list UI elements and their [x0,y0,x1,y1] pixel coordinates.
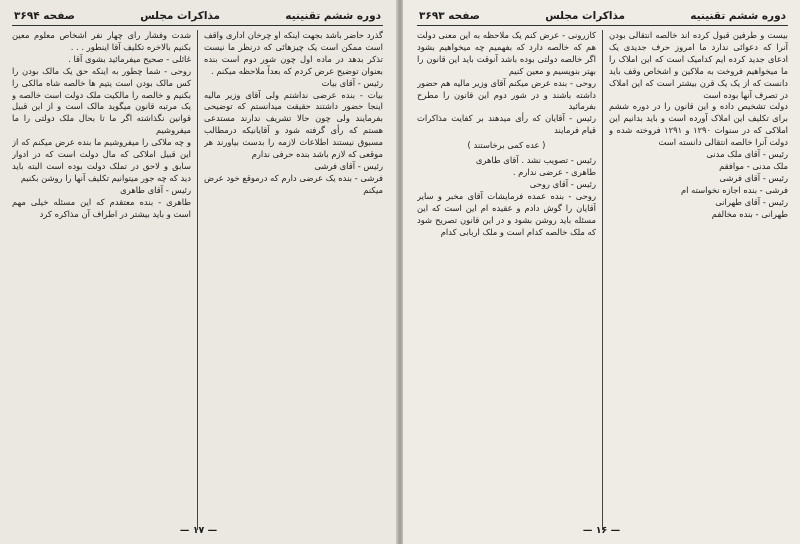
speaker-line: رئیس - آقای فرشی [719,172,788,183]
right-page [403,0,800,544]
left-page-left-column [12,30,191,530]
left-page-right-column [204,30,383,530]
left-page-columns [12,30,383,530]
right-header-volume: دوره ششم تقنینیه [690,10,786,22]
speaker-line: رئیس - آقای ملک مدنی [706,149,788,160]
speaker-line: رئیس - آقای طهرانی [715,196,788,207]
paragraph: شدت وفشار رای چهار نفر اشخاص معلوم معین بکنیم بالاخره تکلیف آقا اینطور . . . [12,30,191,52]
speaker-line: طاهری - عرضی ندارم . [512,166,596,177]
right-page-right-column [609,30,788,530]
speaker-line: رئیس - آقای بیات [321,77,383,88]
speaker-line: رئیس - آقای روحی [529,178,596,189]
left-header-page-number: صفحه ۳۶۹۴ [14,10,75,22]
column-divider [197,30,198,530]
speaker-line: ملک مدنی - موافقم [719,160,788,171]
speaker-line: رئیس - تصویب نشد . آقای طاهری [475,155,596,166]
paragraph: طاهری - بنده معتقدم که این مسئله خیلی مهم است و باید بیشتر در اطراف آن مذاکره کرد [12,196,191,219]
left-page-header [12,10,383,26]
paragraph: بیست و طرفین قبول کرده اند خالصه انتقالی بودن آنرا که دعوائی ندارد ما امروز حرف جدیدی یک ادعای جدید کرده ایم کدامیک است که این املاک را ما میخواهیم فروخت به ملاکین و اشخاص وقف باید دانست که از یک یک قرن بیشتر است که این املاک در تصرف آنها بوده است [609,30,788,100]
paragraph: روحی - بنده عمده فرمایشات آقای مخبر و سایر آقایان را گوش دادم و عقیده ام این است که این مسئله باید روشن بشود و در این قانون تصریح شود که ملک خالصه کدام است و ملک اربابی کدام [417,190,596,237]
speaker-line: رئیس - آقای فرشی [314,160,383,171]
paragraph: روحی - بنده عرض میکنم آقای وزیر مالیه هم حضور داشته باشند و در شور دوم این قانون را مطرح بفرمائید [417,77,596,112]
right-page-header [417,10,788,26]
paragraph: کازرونی - عرض کنم یک ملاحظه به این معنی دولت هم که خالصه دارد که بفهمیم چه میخواهیم بشود اگر خالصه دولتی بوده باشد آنوقت باید این قانون را بهتر بنویسیم و معین کنیم [417,30,596,76]
speaker-line: فرشی - بنده اجازه نخواسته ام [680,184,788,195]
paragraph: روحی - شما چطور به اینکه حق یک مالک بودن را کس مالک بودن است یتیم ها خالصه شاه مالکی را بکنیم و خالصه را مالکیت ملک دولت است خالصه و یک مرتبه قانون میگوید مالک است و از این قبیل قوانین نگذاشته اگر ما تا بحال ملک دولتی را ما میفروشیم [12,65,191,136]
right-header-page-number: صفحه ۳۶۹۳ [419,10,480,22]
speaker-line: رئیس - آقای طاهری [120,184,191,195]
column-divider [602,30,603,530]
paragraph: فرشی - بنده یک عرضی دارم که درموقع خود عرض میکنم [204,172,383,195]
paragraph: دولت تشخیص داده و این قانون را در دوره ششم برای تکلیف این املاک آورده است و باید بدانیم این املاکی که در سنوات ۱۲۹۰ و ۱۲۹۱ فروخته شده و دولت آنرا خالصه انتقالی دانسته است [609,101,788,148]
paragraph: غائلی - صحیح میفرمائید بشوی آقا . [68,53,191,64]
paragraph: رئیس - آقایان که رأی میدهند بر کفایت مذاکرات قیام فرمایند [417,113,596,136]
paragraph: و چه ملاکی را میفروشیم ما بنده عرض میکنم که از این قبیل املاکی که مال دولت است که در ادوار سابق و لاحق در تملک دولت بوده است البته باید دید که چه جور میتوانیم تکلیف آنها را روشن بکنیم [12,137,191,183]
right-page-folio: — ۱۶ — [582,525,621,536]
left-page [0,0,397,544]
vote-result-note: ( عده کمی برخاستند ) [467,140,546,151]
right-page-left-column [417,30,596,530]
right-header-title: مذاکرات مجلس [545,10,626,22]
left-page-folio: — ۱۷ — [179,525,218,536]
right-page-columns [417,30,788,530]
left-header-volume: دوره ششم تقنینیه [285,10,381,22]
speaker-line: طهرانی - بنده مخالفم [711,208,788,219]
left-header-title: مذاکرات مجلس [140,10,221,22]
paragraph: گذرد حاضر باشد بجهت اینکه او چرخان اداری واقف است ممکن است یک چیزهائی که درنظر ما نیست تذکر بدهد در ماده اول چون شور دوم است بنده بعنوان توضیح عرض کردم که بعداً ملاحظه میکنم . [204,30,383,76]
paragraph: بیات - بنده عرضی نداشتم ولی آقای وزیر مالیه اینجا حضور داشتند حقیقت میدانستم که توضیحی بفرمایند ولی چون حالا تشریف ندارند مستدعی هستم که رأی گرفته شود و آقایانیکه درمطالب مسبوق نیستند اطلاعات لازمه را بدست بیاورند هر موقعی که لازم باشد بنده حرفی ندارم [204,89,383,160]
